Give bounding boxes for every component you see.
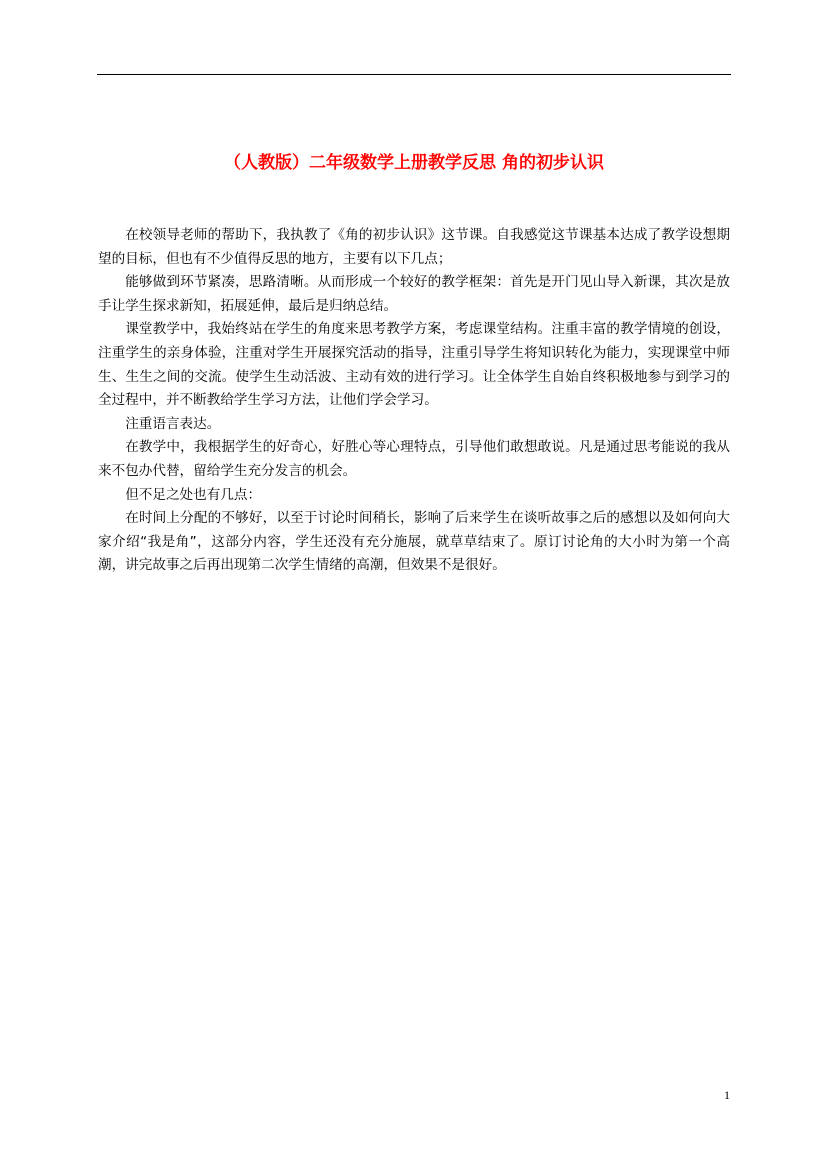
paragraph-intro: 在校领导老师的帮助下，我执教了《角的初步认识》这节课。自我感觉这节课基本达成了教学设想期望的目标，但也有不少值得反思的地方，主要有以下几点； (98, 227, 730, 267)
paragraph-language: 在教学中，我根据学生的好奇心，好胜心等心理特点，引导他们敢想敢说。凡是通过思考能说的我从来不包办代替，留给学生充分发言的机会。 (98, 439, 730, 479)
header-rule (97, 74, 731, 75)
paragraph-shortcomings: 在时间上分配的不够好，以至于讨论时间稍长，影响了后来学生在谈听故事之后的感想以及如何向大家介绍“我是角”，这部分内容，学生还没有充分施展，就草草结束了。原订讨论角的大小时为第一个高潮，讲完故事之后再出现第二次学生情绪的高潮，但效果不是很好。 (98, 510, 730, 574)
paragraph-language-heading: 注重语言表达。 (125, 415, 221, 432)
paragraph-shortcomings-heading: 但不足之处也有几点： (125, 486, 262, 503)
paragraph-classroom: 课堂教学中，我始终站在学生的角度来思考教学方案，考虑课堂结构。注重丰富的教学情境的创设，注重学生的亲身体验，注重对学生开展探究活动的指导，注重引导学生将知识转化为能力，实现课堂中师生、生生之间的交流。使学生生动活波、主动有效的进行学习。让全体学生自始自终积极地参与到学习的全过程中，并不断教给学生学习方法，让他们学会学习。 (98, 321, 730, 409)
page-number: 1 (724, 1088, 730, 1102)
document-title: （人教版）二年级数学上册教学反思 角的初步认识 (224, 153, 604, 173)
document-body (98, 224, 730, 578)
paragraph-structure: 能够做到环节紧凑，思路清晰。从而形成一个较好的教学框架：首先是开门见山导入新课，其次是放手让学生探求新知，拓展延伸，最后是归纳总结。 (98, 274, 730, 314)
